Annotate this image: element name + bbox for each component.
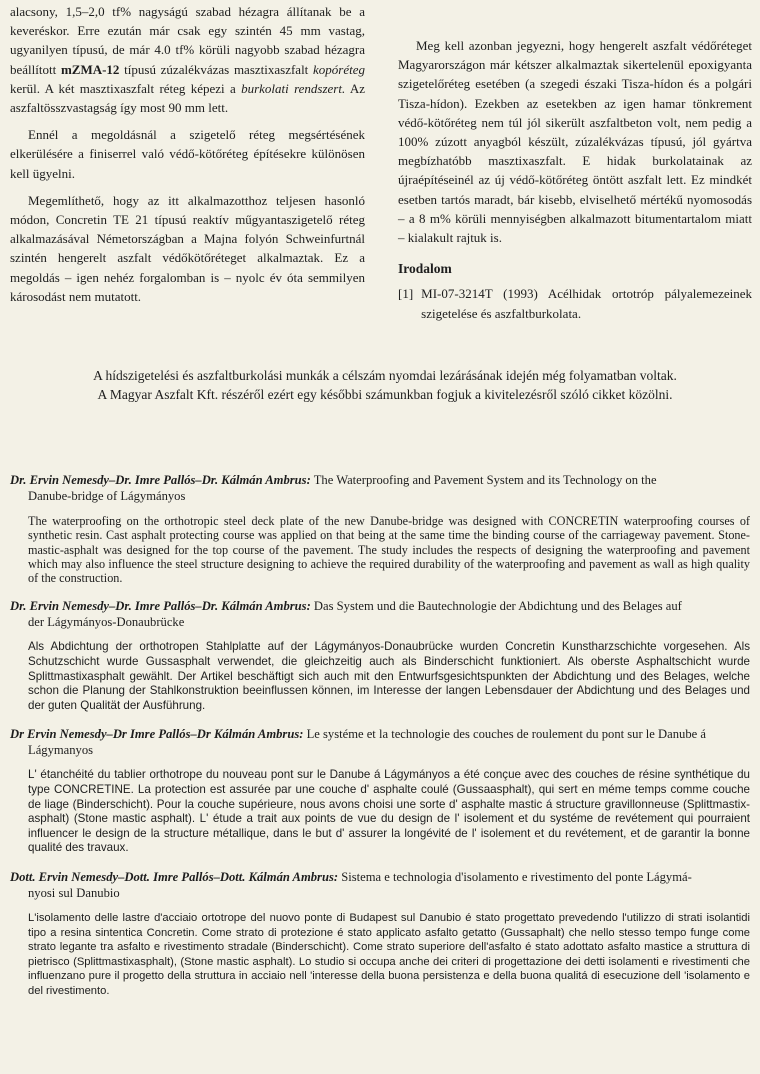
left-paragraph-2: Ennél a megoldásnál a szigetelő réteg megsértésének elkerülésére a finiserrel való védő-kötőréteg építésekre különösen kell ügyelni. [10, 127, 365, 181]
term-emphasis: burkolati rendszert. [241, 80, 346, 96]
abstract-heading [10, 598, 750, 630]
abstract-authors: Dott. Ervin Nemesdy–Dott. Imre Pallós–Dott. Kálmán Ambrus: [10, 870, 339, 885]
abstract-title: Das System und die Bautechnologie der Abdichtung und des Belages auf [310, 599, 682, 614]
abstract-german [10, 598, 750, 713]
references-heading: Irodalom [398, 261, 452, 277]
abstract-french [10, 726, 750, 856]
abstract-heading [10, 726, 750, 758]
reference-item [398, 284, 752, 322]
abstract-heading [10, 869, 750, 901]
abstract-authors: Dr. Ervin Nemesdy–Dr. Imre Pallós–Dr. Kálmán Ambrus: [10, 599, 311, 614]
editorial-notice [40, 366, 730, 404]
abstract-title-continued: Danube-bridge of Lágymányos [28, 489, 186, 503]
abstract-body: L'isolamento delle lastre d'acciaio ortotrope del nuovo ponte di Budapest sul Danubio é stato progettato prevedendo l'utilizzo di strati isolantidi tipo a resina sintentica Concretin. Come strato di protezione é stato applicato asfalto getatto (Gussaphalt) che nello stesso tempo funge come strato legante tra asfalto e rivestimento stradale (Binderschicht). Come strato superiore dell'asfalto é stato adottato asfalto mastice a struttura di pietrisco (Splittmastixasphalt), (Stone mastic asphalt). Lo studio si occupa anche dei criteri di progettazione dei detti isolamenti e rivestimenti che influenzano pure il progetto della struttura in acciaio nell 'interesse della buona persistenza e della buona qualitá di esecuzione dell 'isolamento e del rivestimento. [28, 912, 750, 997]
abstract-title-continued: der Lágymányos-Donaubrücke [28, 615, 185, 630]
product-code: mZMA-12 [60, 61, 120, 77]
abstract-title: The Waterproofing and Pavement System and its Technology on the [310, 473, 657, 487]
abstract-english [10, 472, 750, 585]
text-run: kerül. A két masztixaszfalt réteg képezi a [10, 80, 242, 96]
text-run: Az aszfaltösszvastagság így most 90 mm lett. [10, 80, 365, 116]
left-column [10, 2, 365, 314]
left-paragraph-1 [10, 2, 365, 117]
right-column [398, 36, 752, 323]
reference-text: MI-07-3214T (1993) Acélhidak ortotróp pályalemezeinek szigetelése és aszfaltburkolata. [421, 286, 752, 321]
text-run: alacsony, 1,5–2,0 tf% nagyságú szabad hézagra állítanak be a keveréskor. Erre ezután már csak egy szintén 45 mm vastag, ugyanilyen típusú, de már 4.0 tf% körüli nagyobb szabad hézagra beállított [10, 4, 365, 77]
abstract-body: L' étanchéité du tablier orthotrope du nouveau pont sur le Danube á Lágymányos a été conçue avec des couches de résine synthétique du type CONCRETINE. La protection est assurée par une couche d' asphalte coulé (Gussaasphalt), qui sert en méme temps comme couche de liage (Binderschicht). Pour la couche supérieure, nous avons choisi une sorte d' asphalte mastic á structure gravillonneuse (Splittmastix-asphalt) (Stone mastic asphalt). L' étude a trait aux points de vue du design de l' isolement et du systéme de revétement qui pourraient influencer le design de la structure métallique, dans le but d' assurer la longévité de l' isolement et du revétement, et de garantir la bonne qualité des travaux. [28, 768, 750, 855]
notice-line-2: A Magyar Aszfalt Kft. részéről ezért egy későbbi számunkban fogjuk a kivitelezésről szóló cikket közölni. [97, 387, 673, 402]
left-paragraph-3: Megemlíthető, hogy az itt alkalmazotthoz teljesen hasonló módon, Concretin TE 21 típusú reaktív műgyantaszigetelő réteg alkalmazásával Németországban a Majna folyón Schweinfurtnál szintén hengerelt aszfalt védőkötőréteget alkalmaztak. Ez a megoldás – igen nehéz forgalomban is – nyolc év óta semmilyen károsodást nem mutatott. [10, 192, 365, 304]
abstract-title: Le systéme et la technologie des couches de roulement du pont sur le Danube á [303, 727, 706, 742]
text-run: típusú zúzalékvázas masztixaszfalt [119, 61, 314, 77]
abstract-body: Als Abdichtung der orthotropen Stahlplatte auf der Lágymányos-Donaubrücke wurden Concretin Kunstharzschichte vorgesehen. Als Schutzschicht wurde Gussasphalt verwendet, die gleichzeitig auch als Binderschicht funktioniert. Als oberste Asphaltschicht wurde Splittmastixasphalt gewählt. Der Artikel beschäftigt sich auch mit den Entwurfsgesichtspunkten der Abdichtung und des Belages, welche schon die Planung der Stahlkonstruktion beeinflussen können, im Interesse der langen Lebensdauer der Abdichtung und des Belages und der guten Qualität der Ausführung. [28, 640, 750, 712]
abstract-authors: Dr. Ervin Nemesdy–Dr. Imre Pallós–Dr. Kálmán Ambrus: [10, 473, 311, 487]
reference-number: [1] [398, 286, 414, 302]
abstract-heading [10, 472, 750, 504]
notice-line-1: A hídszigetelési és aszfaltburkolási munkák a célszám nyomdai lezárásának idején még folyamatban voltak. [93, 368, 677, 383]
right-paragraph-1: Meg kell azonban jegyezni, hogy hengerelt aszfalt védőréteget Magyarországon már kétszer alkalmaztak sikertelenül epoxigyanta szigetelőréteg esetében (a szegedi északi Tisza-hídon és a polgári Tisza-hídon). Ezekben az esetekben az igen hamar tönkrement védő-kötőréteg nem túl jól sikerült aszfaltbeton volt, nem pedig a 100% zúzott anyagból készült, zúzalékvázas típusú, jól gyártva megbízhatóbb masztixaszfalt. E hidak burkolatainak az újraépítéseinél az új védő-kötőréteg öntött aszfalt lett. Ez mindkét esetben tartós maradt, bár kisebb, elviselhető mértékű nyomosodás – a 8 m% körüli mennyiségben alkalmazott bitumentartalom miatt – kialakult rajtuk is. [398, 38, 752, 246]
abstract-title-continued: Lágymanyos [28, 743, 94, 758]
abstract-authors: Dr Ervin Nemesdy–Dr Imre Pallós–Dr Kálmán Ambrus: [10, 727, 304, 742]
abstracts-section [10, 472, 750, 1012]
abstract-title-continued: nyosi sul Danubio [28, 886, 120, 901]
abstract-body: The waterproofing on the orthotropic steel deck plate of the new Danube-bridge was designed with CONCRETIN waterproofing courses of synthetic resin. Cast asphalt protecting course was applied on that being at the same time the binding course of the carriageway pavement. Stone-mastic-asphalt was designed for the top course of the pavement. The study includes the respects of designing the waterproofing and pavement which may also influence the steel structure designing to achieve the required durability of the waterproofing and pavement as wall as high quality of the construction. [28, 514, 750, 586]
term-emphasis: kopóréteg [313, 61, 365, 77]
abstract-italian [10, 869, 750, 999]
abstract-title: Sistema e technologia d'isolamento e rivestimento del ponte Lágymá- [338, 870, 692, 885]
